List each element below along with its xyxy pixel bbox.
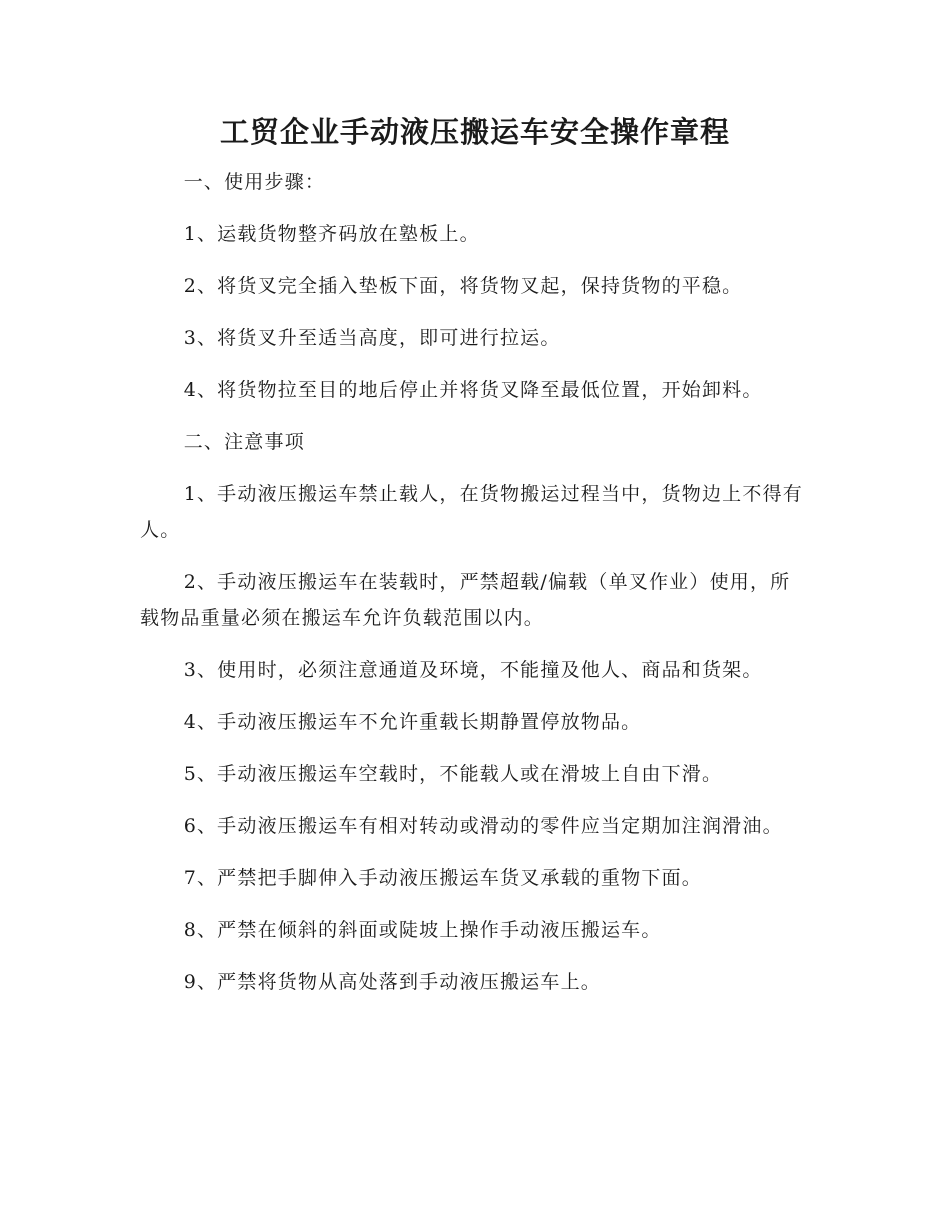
document-body [140, 164, 808, 1016]
precaution-item: 9、严禁将货物从高处落到手动液压搬运车上。 [183, 971, 601, 993]
step-item: 3、将货叉升至适当高度，即可进行拉运。 [183, 327, 561, 349]
precaution-item: 5、手动液压搬运车空载时，不能载人或在滑坡上自由下滑。 [183, 763, 723, 785]
step-item: 2、将货叉完全插入垫板下面，将货物叉起，保持货物的平稳。 [183, 275, 743, 297]
precaution-item: 1、手动液压搬运车禁止载人，在货物搬运过程当中，货物边上不得有人。 [140, 483, 803, 541]
page-title: 工贸企业手动液压搬运车安全操作章程 [219, 115, 730, 149]
section-heading-precautions: 二、注意事项 [183, 431, 305, 453]
precaution-item: 7、严禁把手脚伸入手动液压搬运车货叉承载的重物下面。 [183, 867, 702, 889]
precaution-item: 3、使用时，必须注意通道及环境，不能撞及他人、商品和货架。 [183, 659, 763, 681]
step-item: 4、将货物拉至目的地后停止并将货叉降至最低位置，开始卸料。 [183, 379, 763, 401]
precaution-item: 8、严禁在倾斜的斜面或陡坡上操作手动液压搬运车。 [183, 919, 662, 941]
section-heading-usage-steps: 一、使用步骤： [183, 171, 326, 193]
step-item: 1、运载货物整齐码放在塾板上。 [183, 223, 480, 245]
precaution-item: 6、手动液压搬运车有相对转动或滑动的零件应当定期加注润滑油。 [183, 815, 783, 837]
precaution-item: 4、手动液压搬运车不允许重载长期静置停放物品。 [183, 711, 642, 733]
precaution-item: 2、手动液压搬运车在装载时，严禁超载/偏载（单叉作业）使用，所载物品重量必须在搬运车允许负载范围以内。 [140, 571, 791, 629]
